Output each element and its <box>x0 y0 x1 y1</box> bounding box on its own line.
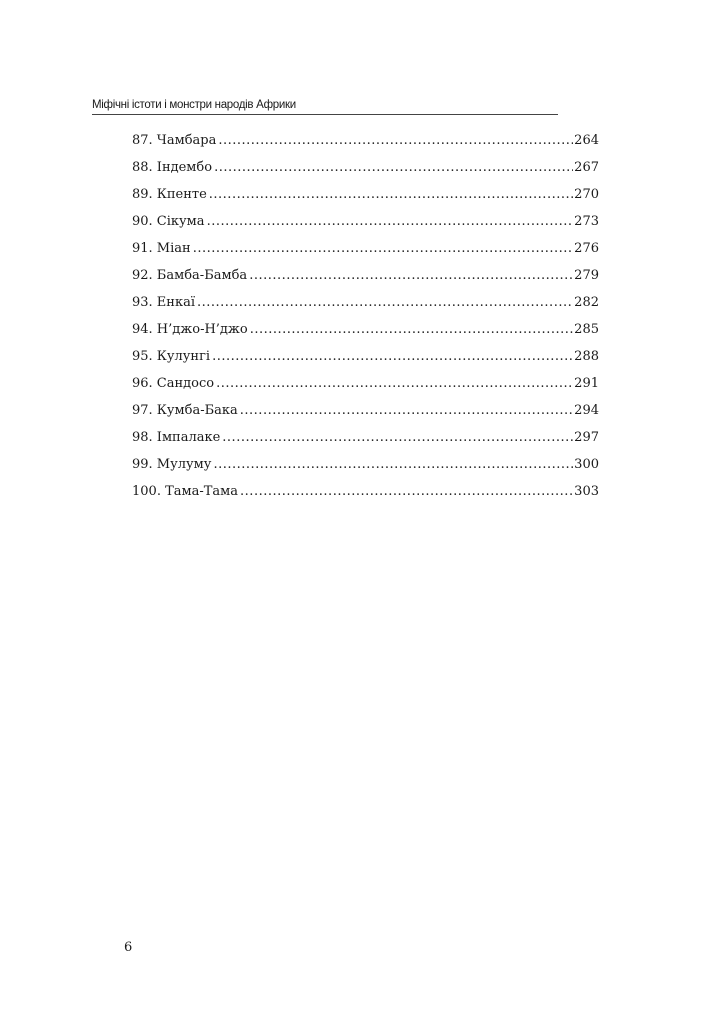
toc-dot-leader <box>240 397 573 424</box>
toc-entry-page: 276 <box>574 241 599 256</box>
toc-dot-leader <box>214 154 573 181</box>
toc-dot-leader <box>250 316 573 343</box>
toc-entry-page: 288 <box>574 349 599 364</box>
toc-entry-page: 297 <box>574 430 599 445</box>
toc-entry-title: 92. Бамба-Бамба <box>132 268 248 283</box>
toc-entry-page: 273 <box>574 214 599 229</box>
toc-entry-page: 294 <box>574 403 599 418</box>
toc-dot-leader <box>218 127 573 154</box>
toc-dot-leader <box>212 343 573 370</box>
toc-entry-title: 99. Мулуму <box>132 457 212 472</box>
toc-entry <box>132 397 599 424</box>
toc-entry-title: 91. Міан <box>132 241 191 256</box>
toc-entry <box>132 154 599 181</box>
toc-entry-title: 90. Сікума <box>132 214 205 229</box>
toc-dot-leader <box>213 451 573 478</box>
toc-entry <box>132 208 599 235</box>
toc-entry <box>132 370 599 397</box>
toc-entry-page: 291 <box>574 376 599 391</box>
toc-dot-leader <box>207 208 574 235</box>
toc-entry-page: 279 <box>574 268 599 283</box>
toc-dot-leader <box>193 235 573 262</box>
toc-entry-page: 270 <box>574 187 599 202</box>
toc-entry-page: 267 <box>574 160 599 175</box>
running-header <box>92 98 558 115</box>
table-of-contents <box>132 127 599 505</box>
running-header-title: Міфічні істоти і монстри народів Африки <box>92 99 296 111</box>
toc-entry-title: 87. Чамбара <box>132 133 217 148</box>
toc-entry-page: 282 <box>574 295 599 310</box>
toc-entry <box>132 289 599 316</box>
toc-entry-page: 264 <box>574 133 599 148</box>
toc-entry-title: 97. Кумба-Бака <box>132 403 238 418</box>
toc-entry <box>132 235 599 262</box>
toc-entry-page: 303 <box>574 484 599 499</box>
toc-entry <box>132 181 599 208</box>
toc-entry-page: 300 <box>574 457 599 472</box>
toc-entry <box>132 478 599 505</box>
toc-dot-leader <box>197 289 573 316</box>
toc-dot-leader <box>222 424 573 451</box>
toc-entry-title: 93. Енкаї <box>132 295 195 310</box>
toc-entry-title: 98. Імпалаке <box>132 430 221 445</box>
toc-entry-title: 94. Н’джо-Н’джо <box>132 322 248 337</box>
toc-entry-title: 89. Кпенте <box>132 187 207 202</box>
toc-entry-title: 88. Індембо <box>132 160 213 175</box>
toc-entry <box>132 127 599 154</box>
toc-entry-title: 95. Кулунгі <box>132 349 211 364</box>
toc-entry <box>132 343 599 370</box>
toc-entry <box>132 424 599 451</box>
toc-entry <box>132 451 599 478</box>
toc-dot-leader <box>249 262 573 289</box>
toc-entry-title: 100. Тама-Тама <box>132 484 239 499</box>
toc-dot-leader <box>209 181 573 208</box>
page-number: 6 <box>124 940 133 955</box>
toc-entry <box>132 316 599 343</box>
toc-dot-leader <box>240 478 573 505</box>
toc-entry-page: 285 <box>574 322 599 337</box>
toc-entry-title: 96. Сандосо <box>132 376 215 391</box>
toc-dot-leader <box>216 370 573 397</box>
toc-entry <box>132 262 599 289</box>
